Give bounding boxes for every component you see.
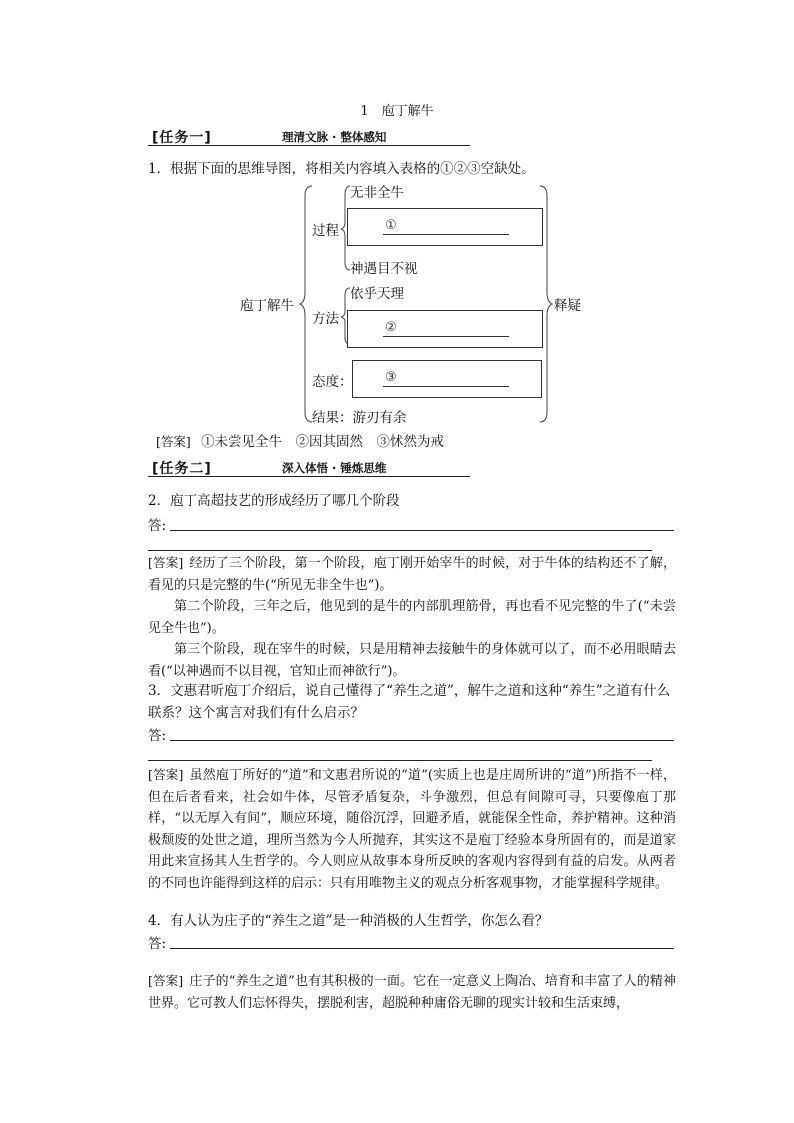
question-3: [148, 680, 676, 724]
task2-header: [148, 458, 470, 477]
answer-line: [148, 760, 652, 761]
answer-tag: [答案]: [148, 973, 184, 988]
answer-line: [170, 948, 674, 949]
task2-tag: [任务二]: [152, 461, 212, 477]
method-top: 依乎天理: [350, 286, 404, 302]
result-label: 结果：游刃有余: [312, 410, 407, 426]
answer-4: [148, 970, 676, 1014]
question-4: 4．有人认为庄子的“养生之道”是一种消极的人生哲学，你怎么看？: [148, 913, 549, 929]
answer-tag: [答案]: [148, 767, 184, 782]
answer-4-text: 庄子的“养生之道”也有其积极的一面。它在一定意义上陶冶、培育和丰富了人的精神世界。它可教人们忘怀得失，摆脱利害，超脱种种庸俗无聊的现实计较和生活束缚，: [148, 974, 676, 1011]
blank-2: ②: [383, 320, 509, 337]
attitude-label: 态度：: [312, 374, 353, 390]
method-label: 方法: [312, 311, 339, 327]
answer-line: [170, 740, 674, 741]
answer-1: [156, 430, 444, 450]
task2-heading: 深入体悟 · 锤炼思维: [282, 461, 387, 475]
process-top: 无非全牛: [350, 185, 404, 201]
answer-label-2: 答:: [148, 518, 167, 534]
answer-tag: [答案]: [148, 555, 184, 570]
blank-1: ①: [383, 218, 509, 235]
answer-3: [148, 764, 676, 894]
task1-heading: 理清文脉 · 整体感知: [282, 130, 387, 144]
question-2: 2．庖丁高超技艺的形成经历了哪几个阶段: [148, 493, 400, 509]
task1-tag: [任务一]: [152, 130, 212, 146]
answer-label-4: 答:: [148, 936, 167, 952]
answer-label-3: 答:: [148, 728, 167, 744]
process-bottom: 神遇目不视: [350, 261, 418, 277]
answer-2-p2: 第二个阶段，三年之后，他见到的是牛的内部肌理筋骨，再也看不见完整的牛了(“未尝见全牛也”)。: [148, 599, 676, 636]
answer-line: [170, 530, 674, 531]
question-1: 1．根据下面的思维导图，将相关内容填入表格的①②③空缺处。: [148, 161, 535, 177]
blank-3: ③: [383, 370, 509, 387]
answer-3-text: 虽然庖丁所好的“道”和文惠君所说的“道”(实质上也是庄周所讲的“道”)所指不一样，但在后者看来，社会如牛体，尽管矛盾复杂，斗争激烈，但总有间隙可寻，只要像庖丁那样，“以无厚入有间”，顺应环境，随俗沉浮，回避矛盾，就能保全性命，养护精神。这种消极颓废的处世之道，理所当然为今人所抛弃，其实这不是庖丁经验本身所固有的，而是道家用此来宣扬其人生哲学的。今人则应从故事本身所反映的客观内容得到有益的启发。从两者的不同也许能得到这样的启示：只有用唯物主义的观点分析客观事物，才能掌握科学规律。: [148, 768, 676, 891]
mind-map-right: 释疑: [554, 298, 581, 314]
answer-line: [148, 550, 652, 551]
mind-map: [0, 0, 794, 440]
process-label: 过程: [312, 223, 339, 239]
answer-2: [148, 552, 676, 682]
page-title: 1 庖丁解牛: [360, 104, 434, 119]
answer-tag: [答案]: [156, 434, 191, 449]
answer-1-text: ①未尝见全牛 ②因其固然 ③怵然为戒: [201, 434, 445, 450]
answer-2-p1: 经历了三个阶段，第一个阶段，庖丁刚开始宰牛的时候，对于牛体的结构还不了解，看见的只是完整的牛(“所见无非全牛也”)。: [148, 556, 676, 593]
mind-map-root: 庖丁解牛: [240, 298, 294, 314]
question-3-text: 3．文惠君听庖丁介绍后，说自己懂得了“养生之道”，解牛之道和这种“养生”之道有什么联系？这个寓言对我们有什么启示？: [148, 683, 671, 721]
answer-2-p3: 第三个阶段，现在宰牛的时候，只是用精神去接触牛的身体就可以了，而不必用眼睛去看(“以神遇而不以目视，官知止而神欲行”)。: [148, 642, 676, 679]
